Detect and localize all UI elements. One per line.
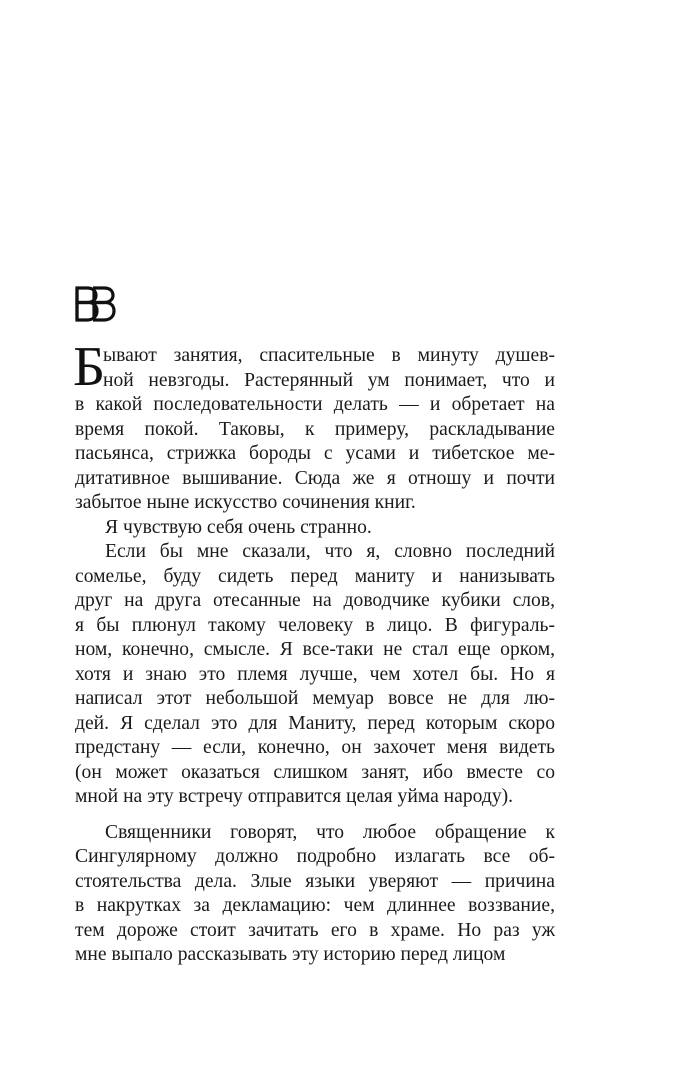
text-line: сомелье, буду сидеть перед маниту и нанизывать: [75, 565, 555, 587]
text-line: написал этот небольшой мемуар вовсе не для лю-: [75, 688, 555, 709]
text-line: Если бы мне сказали, что я, словно последний: [105, 541, 555, 562]
text-line: Я чувствую себя очень странно.: [105, 516, 372, 538]
text-line: пасьянса, стрижка бороды с усами и тибетское ме-: [75, 443, 555, 464]
text-line: хотя и знаю это племя лучше, чем хотел бы. Но я: [75, 663, 555, 685]
body-text: [73, 336, 555, 968]
text-line: дей. Я сделал это для Маниту, перед которым скоро: [75, 712, 555, 734]
text-line: ном, конечно, смысле. Я все-таки не стал еще орком,: [75, 639, 555, 660]
text-line: в какой последовательности делать — и обретает на: [75, 394, 555, 415]
text-line: (он может оказаться слишком занят, ибо вместе со: [75, 761, 555, 783]
text-line: тем дороже стоит зачитать его в храме. Но раз уж: [75, 919, 555, 941]
text-line: Сингулярному должно подробно излагать все об-: [75, 846, 555, 867]
text-line: ывают занятия, спасительные в минуту душев-: [103, 345, 555, 366]
text-line: время покой. Таковы, к примеру, раскладывание: [75, 418, 555, 440]
text-line: забытое ныне искусство сочинения книг.: [75, 492, 416, 513]
text-line: я бы плюнул такому человеку в лицо. В фигураль-: [75, 614, 555, 636]
text-line: в накрутках за декламацию: чем длиннее воззвание,: [75, 895, 555, 916]
text-line: дитативное вышивание. Сюда же я отношу и почти: [75, 467, 555, 489]
text-line: предстану — если, конечно, он захочет меня видеть: [75, 737, 555, 758]
text-line: Священники говорят, что любое обращение к: [105, 821, 555, 843]
drop-cap: Б: [73, 336, 106, 398]
text-line: ной невзгоды. Растерянный ум понимает, что и: [103, 369, 555, 391]
text-line: мне выпало рассказывать эту историю перед лицом: [75, 944, 506, 965]
double-b-logo-icon: [74, 286, 116, 322]
text-line: друг на друга отесанные на доводчике кубики слов,: [75, 590, 555, 611]
text-line: стоятельства дела. Злые языки уверяют — причина: [75, 870, 555, 892]
text-line: мной на эту встречу отправится целая уйма народу).: [75, 786, 514, 807]
paragraph-gap: [75, 810, 555, 821]
